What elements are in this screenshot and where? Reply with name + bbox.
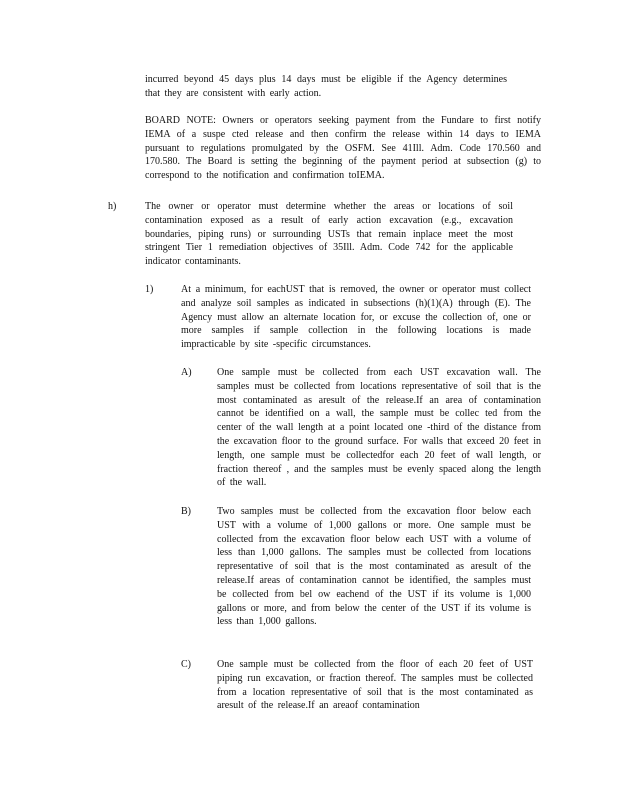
- board-note-paragraph: BOARD NOTE: Owners or operators seeking payment from the Fundare to first notify IEMA of a suspe cted release and then confirm the release within 14 days to IEMA pursuant to regulations promulgated by the OSFM. See 41Ill. Adm. Code 170.560 and 170.580. The Board is setting the beginning of the payment period at subsection (g) to correspond to the notification and confirmation toIEMA.: [145, 115, 541, 182]
- subsection-h-label: h): [108, 201, 117, 212]
- subsection-a-text: One sample must be collected from each UST excavation wall. The samples must be collected from locations representative of soil that is the most contaminated as aresult of the release.If an area of contamination cannot be identified on a wall, the sample must be collec ted from the center of the wall length at a point located one -third of the distance from the excavation floor to the ground surface. For walls that exceed 20 feet in length, one sample must be collectedfor each 20 feet of wall length, or fraction thereof , and the samples must be evenly spaced along the length of the wall.: [217, 367, 541, 489]
- subsection-a-label: A): [181, 367, 192, 378]
- subsection-c-label: C): [181, 659, 191, 670]
- subsection-h1-text: At a minimum, for eachUST that is removed, the owner or operator must collect and analyze soil samples as indicated in subsections (h)(1)(A) through (E). The Agency must allow an alternate location for, or excuse the collection of, one or more samples if sample collection in the following locations is made impracticable by site -specific circumstances.: [181, 284, 531, 351]
- continuation-paragraph: incurred beyond 45 days plus 14 days must be eligible if the Agency determines that they are consistent with early action.: [145, 74, 507, 99]
- subsection-b-label: B): [181, 506, 191, 517]
- subsection-h-text: The owner or operator must determine whether the areas or locations of soil contamination exposed as a result of early action excavation (e.g., excavation boundaries, piping runs) or surrounding USTs that remain inplace meet the most stringent Tier 1 remediation objectives of 35Ill. Adm. Code 742 for the applicable indicator contaminants.: [145, 201, 513, 268]
- subsection-h1-label: 1): [145, 284, 154, 295]
- subsection-c-text: One sample must be collected from the floor of each 20 feet of UST piping run excavation, or fraction thereof. The samples must be collected from a location representative of soil that is the most contaminated as aresult of the release.If an areaof contamination: [217, 659, 533, 712]
- subsection-b-text: Two samples must be collected from the excavation floor below each UST with a volume of 1,000 gallons or more. One sample must be collected from the excavation floor below each UST with a volume of less than 1,000 gallons. The samples must be collected from locations representative of soil that is the most contaminated as aresult of the release.If areas of contamination cannot be identified, the samples must be collected from bel ow eachend of the UST if its volume is 1,000 gallons or more, and from below the center of the UST if its volume is less than 1,000 gallons.: [217, 506, 531, 628]
